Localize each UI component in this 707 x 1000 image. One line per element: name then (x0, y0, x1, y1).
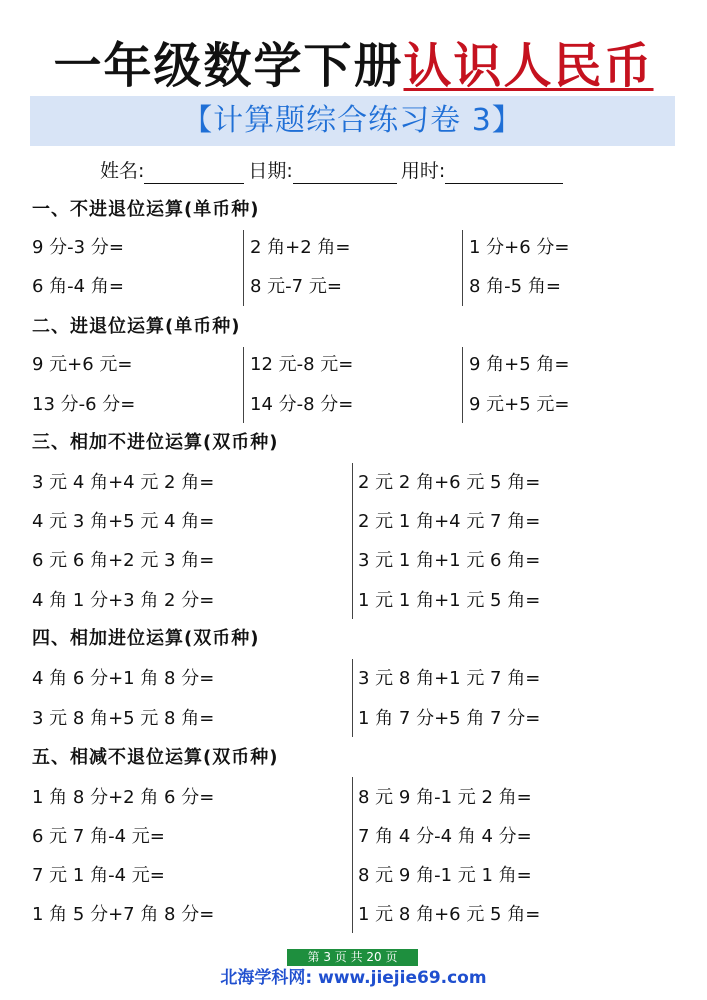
page-number-badge: 第 3 页 共 20 页 (287, 949, 418, 966)
column-divider (462, 230, 463, 306)
problem: 6 角-4 角= (32, 276, 124, 297)
column-divider (243, 347, 244, 423)
date-blank[interactable] (293, 163, 397, 184)
problem: 4 角 6 分+1 角 8 分= (32, 668, 215, 689)
problem: 1 元 1 角+1 元 5 角= (358, 590, 541, 611)
student-info-row (100, 158, 567, 184)
problem: 4 元 3 角+5 元 4 角= (32, 511, 215, 532)
problem: 8 元 9 角-1 元 2 角= (358, 787, 532, 808)
name-blank[interactable] (144, 163, 244, 184)
section-heading: 五、相减不退位运算(双币种) (32, 747, 279, 768)
subtitle-banner: 【计算题综合练习卷 3】 (30, 96, 675, 146)
problem: 1 角 5 分+7 角 8 分= (32, 904, 215, 925)
problem: 13 分-6 分= (32, 394, 136, 415)
name-label: 姓名: (100, 160, 145, 182)
section-heading: 一、不进退位运算(单币种) (32, 199, 260, 220)
problem: 9 元+5 元= (469, 394, 570, 415)
problem: 12 元-8 元= (250, 354, 354, 375)
problem: 3 元 4 角+4 元 2 角= (32, 472, 215, 493)
problem: 2 元 1 角+4 元 7 角= (358, 511, 541, 532)
problem: 7 角 4 分-4 角 4 分= (358, 826, 532, 847)
column-divider (243, 230, 244, 306)
problem: 9 角+5 角= (469, 354, 570, 375)
problem: 14 分-8 分= (250, 394, 354, 415)
problem: 6 元 6 角+2 元 3 角= (32, 550, 215, 571)
problem: 6 元 7 角-4 元= (32, 826, 165, 847)
date-label: 日期: (248, 160, 293, 182)
problem: 3 元 1 角+1 元 6 角= (358, 550, 541, 571)
footer-website[interactable]: 北海学科网: www.jiejie69.com (220, 968, 487, 988)
problem: 9 分-3 分= (32, 237, 124, 258)
problem: 9 元+6 元= (32, 354, 133, 375)
problem: 1 角 7 分+5 角 7 分= (358, 708, 541, 729)
time-blank[interactable] (445, 163, 563, 184)
problem: 8 元-7 元= (250, 276, 342, 297)
column-divider (352, 463, 353, 619)
section-heading: 三、相加不进位运算(双币种) (32, 432, 279, 453)
title-main: 一年级数学下册 (53, 38, 404, 94)
problem: 4 角 1 分+3 角 2 分= (32, 590, 215, 611)
title-highlight: 认识人民币 (403, 38, 654, 94)
problem: 2 角+2 角= (250, 237, 351, 258)
problem: 1 角 8 分+2 角 6 分= (32, 787, 215, 808)
column-divider (352, 659, 353, 737)
problem: 1 分+6 分= (469, 237, 570, 258)
page-title (0, 38, 707, 94)
column-divider (352, 777, 353, 933)
section-heading: 二、进退位运算(单币种) (32, 316, 241, 337)
problem: 8 元 9 角-1 元 1 角= (358, 865, 532, 886)
column-divider (462, 347, 463, 423)
section-heading: 四、相加进位运算(双币种) (32, 628, 260, 649)
time-label: 用时: (400, 160, 446, 182)
problem: 3 元 8 角+5 元 8 角= (32, 708, 215, 729)
problem: 3 元 8 角+1 元 7 角= (358, 668, 541, 689)
problem: 1 元 8 角+6 元 5 角= (358, 904, 541, 925)
problem: 2 元 2 角+6 元 5 角= (358, 472, 541, 493)
problem: 8 角-5 角= (469, 276, 561, 297)
problem: 7 元 1 角-4 元= (32, 865, 165, 886)
